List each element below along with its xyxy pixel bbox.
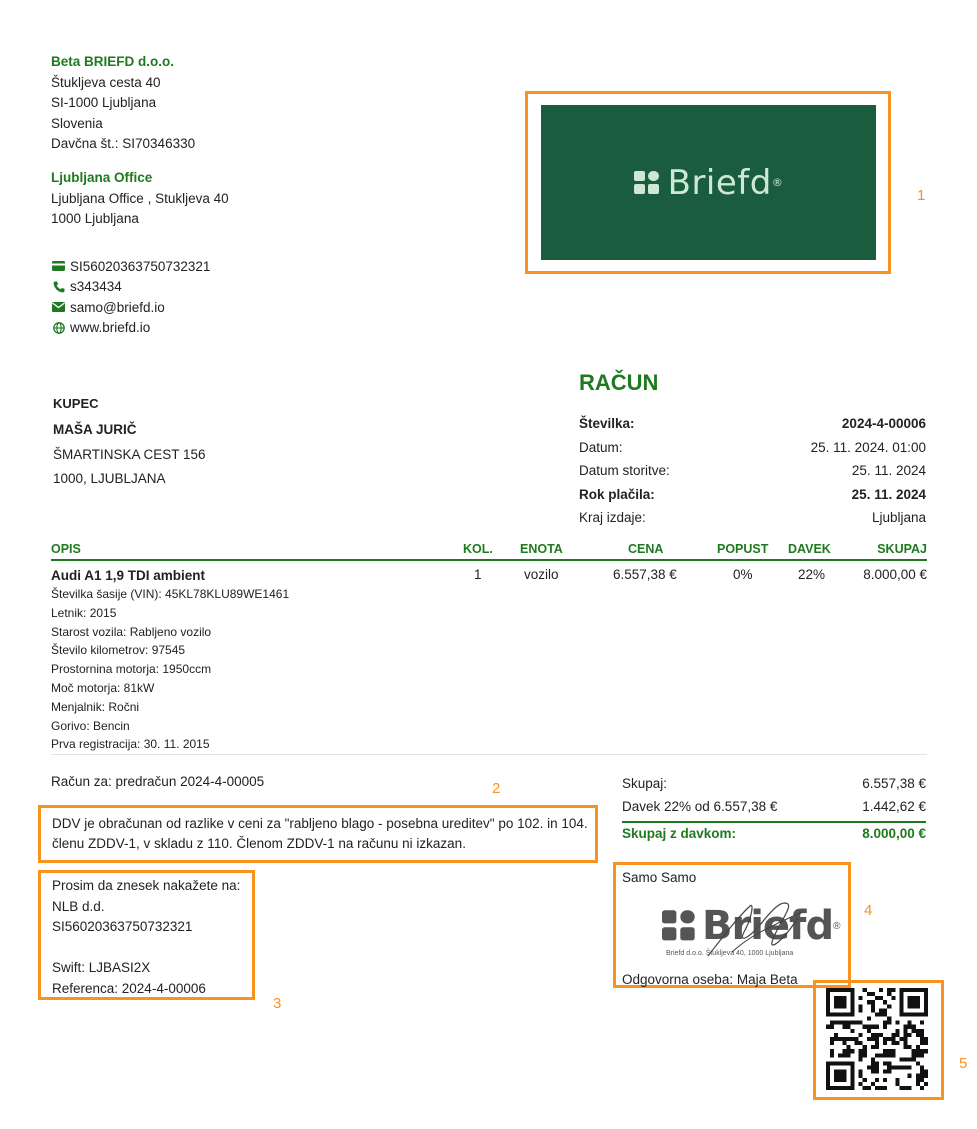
item-detail: Letnik: 2015 (51, 605, 117, 620)
predracun-reference: Račun za: predračun 2024-4-00005 (51, 774, 265, 789)
meta-date (579, 436, 926, 460)
label-5: 5 (959, 1055, 968, 1072)
contact-phone (51, 277, 210, 298)
item-detail: Število kilometrov: 97545 (51, 643, 186, 658)
buyer-street: ŠMARTINSKA CEST 156 (53, 447, 206, 462)
item-tax: 22% (798, 567, 826, 582)
grand-value: 8.000,00 € (862, 826, 926, 841)
label-2: 2 (492, 780, 501, 797)
contact-email-text: samo@briefd.io (70, 299, 165, 315)
seller-name: Beta BRIEFD d.o.o. (51, 54, 175, 69)
meta-service-date-value: 25. 11. 2024 (851, 463, 926, 479)
totals-tax (622, 795, 926, 818)
contact-web (51, 318, 210, 339)
buyer-heading: KUPEC (53, 396, 99, 411)
credit-card-icon (51, 260, 66, 273)
contact-iban (51, 256, 210, 277)
meta-place-label: Kraj izdaje: (579, 510, 646, 526)
signer-name: Samo Samo (622, 870, 697, 885)
totals-grand (622, 821, 926, 844)
buyer-block (53, 395, 206, 491)
seller-block (51, 52, 195, 155)
item-unit: vozilo (524, 567, 559, 582)
col-price: CENA (628, 542, 664, 556)
item-detail: Prostornina motorja: 1950ccm (51, 662, 212, 677)
globe-icon (51, 321, 66, 334)
item-description (51, 567, 289, 754)
meta-due-label: Rok plačila: (579, 486, 655, 502)
items-table-header (51, 541, 927, 561)
subtotal-label: Skupaj: (622, 776, 668, 791)
logo-mark-icon (634, 171, 660, 195)
payment-intro: Prosim da znesek nakažete na: (52, 878, 241, 893)
col-discount: POPUST (717, 542, 769, 556)
item-total: 8.000,00 € (863, 567, 927, 582)
responsible-person: Odgovorna oseba: Maja Beta (622, 972, 798, 987)
qr-code (826, 988, 928, 1090)
col-tax: DAVEK (788, 542, 831, 556)
meta-due (579, 483, 926, 507)
contact-email (51, 297, 210, 318)
col-unit: ENOTA (520, 542, 563, 556)
payment-swift: Swift: LJBASI2X (52, 960, 151, 975)
stamp-mark-icon (662, 910, 696, 942)
seller-street: Štukljeva cesta 40 (51, 74, 161, 90)
item-detail: Gorivo: Bencin (51, 718, 130, 733)
invoice-meta (579, 412, 926, 530)
signature-scribble-icon (702, 898, 812, 960)
logo-wordmark (634, 163, 784, 203)
stamp-address: Briefd d.o.o. Štukljeva 40, 1000 Ljubljana (666, 950, 794, 957)
meta-place-value: Ljubljana (871, 510, 926, 526)
label-3: 3 (273, 995, 282, 1012)
contacts-block (51, 256, 210, 338)
item-detail: Prva registracija: 30. 11. 2015 (51, 737, 210, 752)
item-discount: 0% (733, 567, 753, 582)
company-stamp (662, 902, 852, 962)
office-name: Ljubljana Office (51, 170, 153, 185)
item-detail: Menjalnik: Ročni (51, 699, 140, 714)
payment-spacer (52, 938, 240, 959)
office-address: Ljubljana Office , Stukljeva 40 (51, 190, 229, 206)
totals-subtotal (622, 772, 926, 795)
table-row (51, 567, 927, 755)
col-desc: OPIS (51, 542, 81, 556)
tax-label: Davek 22% od 6.557,38 € (622, 799, 778, 814)
envelope-icon (51, 301, 66, 314)
col-qty: KOL. (463, 542, 493, 556)
item-title: Audi A1 1,9 TDI ambient (51, 568, 206, 583)
meta-service-date-label: Datum storitve: (579, 463, 670, 479)
contact-web-text: www.briefd.io (70, 320, 151, 336)
label-4: 4 (864, 902, 873, 919)
seller-tax-id: Davčna št.: SI70346330 (51, 136, 196, 151)
meta-date-label: Datum: (579, 439, 623, 455)
grand-label: Skupaj z davkom: (622, 826, 737, 841)
stamp-text: Briefd (702, 903, 834, 949)
item-detail: Starost vozila: Rabljeno vozilo (51, 624, 212, 639)
meta-service-date (579, 459, 926, 483)
logo-text: Briefd (667, 162, 772, 203)
label-1: 1 (917, 187, 926, 204)
meta-number (579, 412, 926, 436)
seller-country: Slovenia (51, 115, 103, 131)
meta-place (579, 506, 926, 530)
seller-city: SI-1000 Ljubljana (51, 95, 157, 110)
tax-value: 1.442,62 € (862, 799, 926, 814)
meta-due-value: 25. 11. 2024 (851, 486, 926, 502)
contact-iban-text: SI56020363750732321 (70, 258, 211, 274)
meta-date-value: 25. 11. 2024. 01:00 (810, 439, 926, 455)
payment-reference: Referenca: 2024-4-00006 (52, 980, 206, 996)
buyer-city: 1000, LJUBLJANA (53, 471, 166, 486)
phone-icon (51, 280, 66, 293)
stamp-registered-mark: ® (833, 920, 841, 932)
subtotal-value: 6.557,38 € (862, 776, 926, 791)
item-qty: 1 (474, 567, 482, 582)
meta-number-label: Številka: (579, 416, 635, 432)
office-block (51, 168, 229, 230)
totals-block (622, 772, 926, 844)
col-total: SKUPAJ (877, 542, 927, 556)
ddv-note: DDV je obračunan od razlike v ceni za "rabljeno blago - posebna ureditev" po 102. in 104. členu ZDDV-1, v skladu z 110. Členom ZDDV-1 na računu ni izkazan. (52, 816, 588, 851)
payment-bank: NLB d.d. (52, 898, 105, 914)
buyer-name: MAŠA JURIČ (53, 422, 137, 437)
payment-iban: SI56020363750732321 (52, 919, 193, 934)
payment-block (52, 876, 240, 999)
invoice-title: RAČUN (579, 370, 659, 395)
company-logo (541, 105, 876, 260)
item-detail: Moč motorja: 81kW (51, 680, 155, 695)
item-price: 6.557,38 € (613, 567, 677, 582)
logo-registered-mark: ® (771, 176, 784, 189)
item-detail: Številka šasije (VIN): 45KL78KLU89WE1461 (51, 587, 290, 601)
meta-number-value: 2024-4-00006 (841, 416, 926, 432)
contact-phone-text: s343434 (70, 279, 122, 295)
office-city: 1000 Ljubljana (51, 211, 139, 226)
